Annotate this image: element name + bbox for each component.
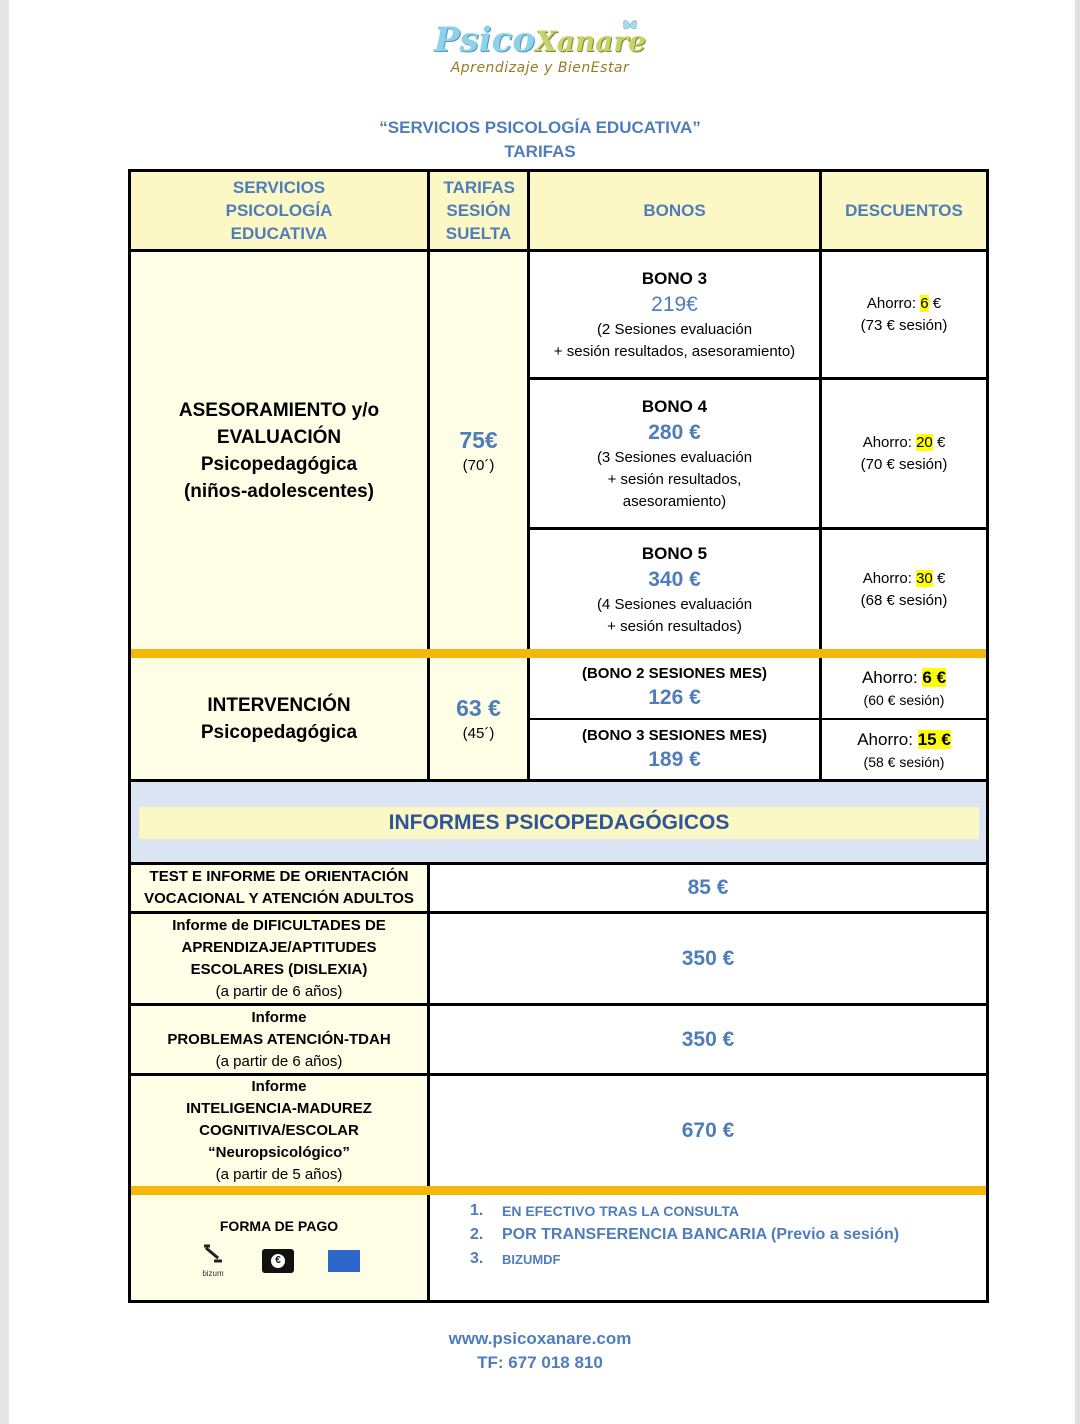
section-divider-2	[131, 1186, 986, 1195]
header-bonos: BONOS	[527, 172, 819, 249]
cash-wallet-icon: €	[262, 1249, 294, 1273]
descuento-bono-2-mes: Ahorro: 6 € (60 € sesión)	[819, 658, 986, 718]
report-dificultades: Informe de DIFICULTADES DE APRENDIZAJE/APTITUDES ESCOLARES (DISLEXIA) (a partir de 6 años)	[131, 911, 427, 1003]
report-dificultades-price: 350 €	[427, 911, 986, 1003]
payment-methods-cell	[427, 1195, 986, 1300]
footer-phone: TF: 677 018 810	[477, 1353, 603, 1372]
bono-3-sesiones-mes: (BONO 3 SESIONES MES) 189 €	[527, 718, 819, 779]
bizum-logo: bizum	[198, 1243, 228, 1278]
footer	[0, 1327, 1080, 1375]
price-asesoramiento: 75€ (70´)	[427, 249, 527, 649]
bizum-icon	[200, 1243, 226, 1265]
payment-icons	[198, 1243, 360, 1278]
price-intervencion: 63 € (45´)	[427, 658, 527, 779]
descuento-bono-4: Ahorro: 20 € (70 € sesión)	[819, 377, 986, 527]
footer-website[interactable]: www.psicoxanare.com	[448, 1329, 632, 1348]
header-servicios: SERVICIOS PSICOLOGÍA EDUCATIVA	[131, 172, 427, 249]
report-orientacion-price: 85 €	[427, 862, 986, 911]
logo-part-xanare: Xanare	[535, 25, 646, 58]
section-divider	[131, 649, 986, 658]
page-frame-right	[1075, 0, 1080, 1424]
document-title-line2: TARIFAS	[504, 142, 576, 161]
informes-title: INFORMES PSICOPEDAGÓGICOS	[388, 811, 730, 834]
logo-wordmark	[400, 18, 680, 64]
bank-card-icon	[328, 1250, 360, 1272]
bono-3: BONO 3 219€ (2 Sesiones evaluación + sesión resultados, asesoramiento)	[527, 249, 819, 377]
payment-label: FORMA DE PAGO	[219, 1218, 339, 1234]
logo-part-psico: Psico	[434, 20, 536, 60]
report-neuropsicologico: Informe INTELIGENCIA-MADUREZ COGNITIVA/ESCOLAR “Neuropsicológico” (a partir de 5 años)	[131, 1073, 427, 1186]
page-frame-left	[0, 0, 9, 1424]
report-tdah: Informe PROBLEMAS ATENCIÓN-TDAH (a partir de 6 años)	[131, 1003, 427, 1073]
tariffs-table	[128, 169, 989, 1303]
payment-method-1: 1. EN EFECTIVO TRAS LA CONSULTA	[470, 1202, 739, 1219]
logo-tagline: Aprendizaje y BienEstar	[450, 60, 630, 76]
header-descuentos: DESCUENTOS	[819, 172, 986, 249]
header-tarifas: TARIFAS SESIÓN SUELTA	[427, 172, 527, 249]
document-title-line1: “SERVICIOS PSICOLOGÍA EDUCATIVA”	[379, 118, 701, 137]
report-tdah-price: 350 €	[427, 1003, 986, 1073]
descuento-bono-3-mes: Ahorro: 15 € (58 € sesión)	[819, 718, 986, 779]
report-neuropsicologico-price: 670 €	[427, 1073, 986, 1186]
payment-label-cell	[131, 1195, 427, 1300]
descuento-bono-5: Ahorro: 30 € (68 € sesión)	[819, 527, 986, 649]
bono-4: BONO 4 280 € (3 Sesiones evaluación + sesión resultados, asesoramiento)	[527, 377, 819, 527]
payment-method-3: 3. BIZUMDF	[470, 1250, 561, 1267]
logo	[400, 18, 680, 98]
document-title	[0, 116, 1080, 164]
report-orientacion: TEST E INFORME DE ORIENTACIÓN VOCACIONAL Y ATENCIÓN ADULTOS	[131, 862, 427, 911]
descuento-bono-3: Ahorro: 6 € (73 € sesión)	[819, 249, 986, 377]
service-intervencion: INTERVENCIÓN Psicopedagógica	[131, 658, 427, 779]
payment-method-2: 2. POR TRANSFERENCIA BANCARIA (Previo a sesión)	[470, 1226, 900, 1243]
bono-5: BONO 5 340 € (4 Sesiones evaluación + sesión resultados)	[527, 527, 819, 649]
bono-2-sesiones-mes: (BONO 2 SESIONES MES) 126 €	[527, 658, 819, 718]
informes-title-box	[139, 807, 979, 839]
payment-methods-list	[470, 1199, 899, 1271]
informes-band	[131, 779, 986, 862]
butterfly-icon	[622, 18, 638, 32]
service-asesoramiento: ASESORAMIENTO y/o EVALUACIÓN Psicopedagógica (niños-adolescentes)	[131, 249, 427, 649]
